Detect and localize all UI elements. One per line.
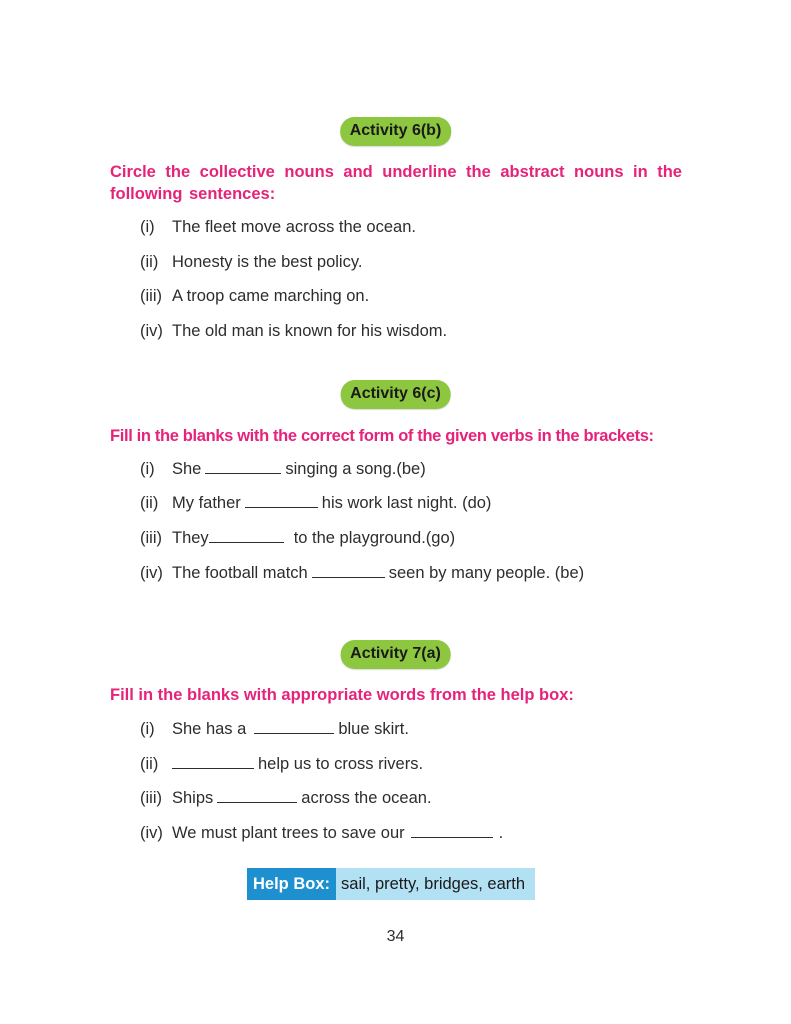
help-box-label: Help Box: [247, 868, 336, 900]
answer-blank [411, 823, 493, 838]
item-text-before: Ships [172, 789, 214, 807]
list-item [140, 493, 491, 513]
activity-7a-instruction: Fill in the blanks with appropriate words from the help box: [110, 686, 574, 704]
answer-blank [205, 459, 281, 474]
page-number: 34 [386, 928, 405, 945]
item-text-after: blue skirt. [338, 720, 409, 738]
item-text-after: singing a song.(be) [285, 460, 426, 478]
item-number: (ii) [140, 253, 159, 271]
item-number: (i) [140, 460, 155, 478]
list-item [140, 253, 362, 272]
item-number: (i) [140, 720, 155, 738]
item-text: Honesty is the best policy. [172, 253, 363, 271]
item-text-after: his work last night. (do) [321, 494, 492, 512]
item-text: The old man is known for his wisdom. [172, 322, 448, 340]
item-text-after: help us to cross rivers. [258, 755, 424, 773]
item-text-before: We must plant trees to save our [172, 824, 405, 842]
item-number: (iii) [140, 789, 162, 807]
list-item [140, 563, 584, 583]
list-item [140, 322, 447, 341]
item-text-after: to the playground.(go) [293, 529, 456, 547]
item-text-before: They [172, 529, 209, 547]
activity-6c-instruction: Fill in the blanks with the correct form of the given verbs in the brackets: [110, 427, 654, 445]
item-number: (ii) [140, 755, 159, 773]
item-number: (iii) [140, 529, 162, 547]
list-item [140, 459, 426, 479]
item-number: (iv) [140, 824, 163, 842]
answer-blank [217, 788, 297, 803]
item-text-before: My father [172, 494, 241, 512]
item-number: (i) [140, 218, 155, 236]
list-item [140, 528, 455, 548]
answer-blank [209, 528, 284, 543]
item-text: The fleet move across the ocean. [172, 218, 416, 236]
item-text-after: across the ocean. [301, 789, 432, 807]
item-text: A troop came marching on. [172, 287, 370, 305]
answer-blank [254, 719, 334, 734]
item-number: (iii) [140, 287, 162, 305]
item-number: (iv) [140, 322, 163, 340]
item-text-before: She [172, 460, 202, 478]
answer-blank [172, 754, 254, 769]
answer-blank [245, 493, 318, 508]
list-item [140, 218, 416, 237]
activity-6c-label: Activity 6(c) [340, 380, 451, 409]
list-item [140, 788, 432, 808]
list-item [140, 823, 503, 843]
list-item [140, 754, 423, 774]
help-box [247, 868, 535, 900]
item-text-after: . [498, 824, 504, 842]
item-text-before: She has a [172, 720, 247, 738]
list-item [140, 287, 369, 306]
item-text-after: seen by many people. (be) [388, 564, 585, 582]
item-number: (ii) [140, 494, 159, 512]
activity-6b-instruction: Circle the collective nouns and underline the abstract nouns in the following sentences: [110, 163, 682, 203]
activity-6b-label: Activity 6(b) [340, 117, 452, 146]
item-text-before: The football match [172, 564, 308, 582]
activity-7a-label: Activity 7(a) [340, 640, 451, 669]
list-item [140, 719, 409, 739]
answer-blank [312, 563, 385, 578]
item-number: (iv) [140, 564, 163, 582]
help-box-words: sail, pretty, bridges, earth [336, 868, 535, 900]
